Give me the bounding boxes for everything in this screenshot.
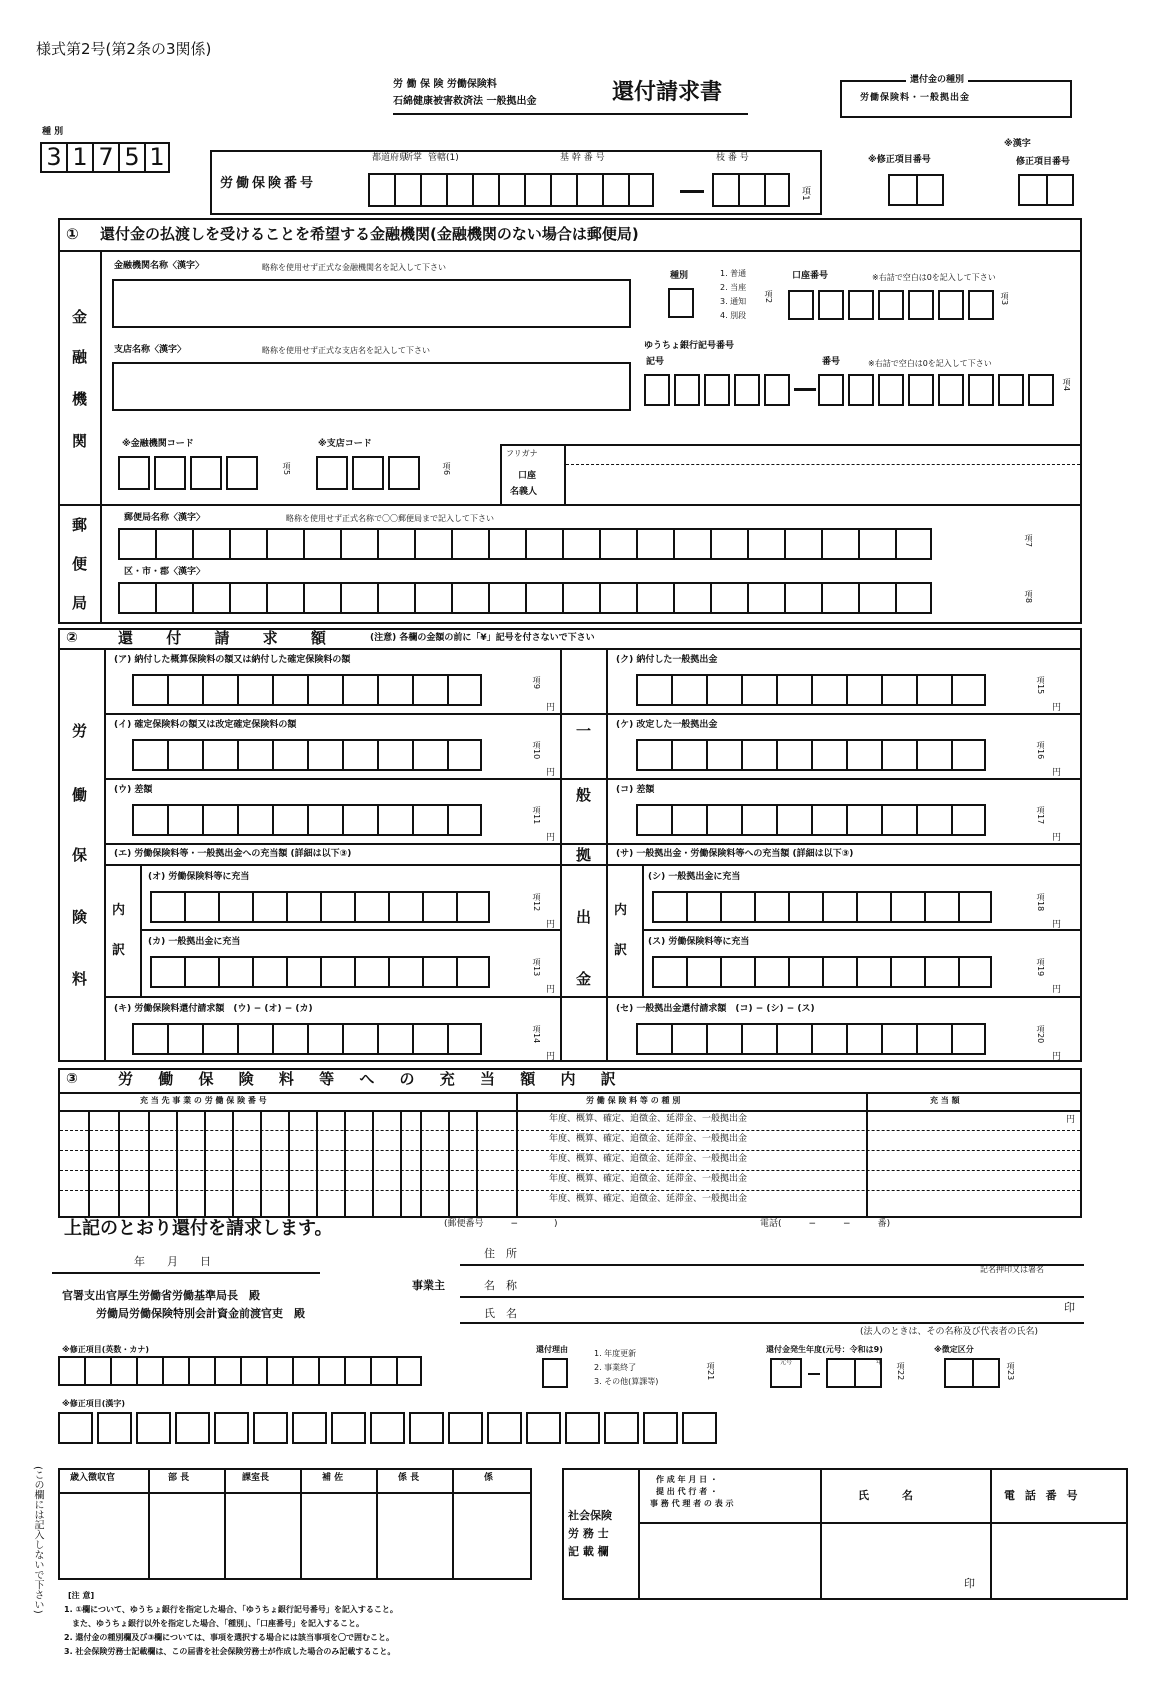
side-ki: 機 xyxy=(72,390,88,408)
side-ho: 保 xyxy=(72,846,88,864)
post-name-input[interactable] xyxy=(118,528,932,560)
note-3: 3. 社会保険労務士記載欄は、この届書を社会保険労務士が作成した場合のみ記載すること。 xyxy=(64,1647,396,1656)
yen-ke: 円 xyxy=(1052,768,1062,778)
side-kin2: 金 xyxy=(576,970,592,988)
bangou-note: ※右詰で空白は0を記入して下さい xyxy=(868,359,992,368)
item-16: 項16 xyxy=(1036,741,1045,760)
side-ken: 険 xyxy=(72,908,88,926)
side-kin: 金 xyxy=(72,308,88,326)
yucho-bangou-input[interactable] xyxy=(818,374,1058,406)
yen-a: 円 xyxy=(546,703,556,713)
type-3: 3. 通知 xyxy=(720,297,747,306)
branch-number-input[interactable] xyxy=(712,173,790,207)
item-7: 項7 xyxy=(1024,534,1033,548)
s3-yen: 円 xyxy=(1066,1115,1076,1125)
amount-a[interactable] xyxy=(132,674,482,706)
gengo-label: 元号 xyxy=(780,1359,793,1366)
reason-3: 3. その他(算課等) xyxy=(594,1377,659,1386)
yucho-kigou-input[interactable] xyxy=(644,374,794,406)
yen-se: 円 xyxy=(1052,1052,1062,1062)
kanji-correction-input[interactable] xyxy=(1018,174,1074,206)
kanji-correction-label: 修正項目番号 xyxy=(1016,157,1071,167)
note-1: 1. ①欄について、ゆうちょ銀行を指定した場合、「ゆうちょ銀行記号番号」を記入すること。 xyxy=(64,1605,398,1614)
s3-row-4-kind[interactable]: 年度、概算、確定、追徴金、延滞金、一般拠出金 xyxy=(549,1174,748,1184)
label-se: (セ) 一般拠出金還付請求額 (コ) − (シ) − (ス) xyxy=(616,1004,815,1014)
office-use-table xyxy=(58,1468,532,1580)
s3-row-2-kind[interactable]: 年度、概算、確定、追徴金、延滞金、一般拠出金 xyxy=(549,1134,748,1144)
item-12: 項12 xyxy=(532,893,541,912)
sharoushi-col1-1: 作 成 年 月 日 ・ xyxy=(656,1475,718,1484)
sharoushi-col2: 氏 名 xyxy=(858,1489,913,1502)
section-1-title: 還付金の払渡しを受けることを希望する金融機関(金融機関のない場合は郵便局) xyxy=(100,225,639,243)
item-20: 項20 xyxy=(1036,1025,1045,1044)
amount-o[interactable] xyxy=(150,891,490,923)
side-kyo: 拠 xyxy=(576,846,592,864)
yen-o: 円 xyxy=(546,920,556,930)
branch-name-label: 支店名称〈漢字〉 xyxy=(114,345,187,355)
item-11: 項11 xyxy=(532,806,541,825)
sub-kankatsu: 管轄(1) xyxy=(428,153,459,163)
label-ki: (キ) 労働保険料還付請求額 (ウ) − (オ) − (カ) xyxy=(114,1004,313,1014)
item-1: 項1 xyxy=(800,186,810,201)
label-ko: (コ) 差額 xyxy=(616,785,655,795)
sharoushi-label-3: 記 載 欄 xyxy=(568,1545,609,1558)
item-19: 項19 xyxy=(1036,958,1045,977)
sub-kikan: 基 幹 番 号 xyxy=(560,153,605,163)
label-su: (ス) 労働保険料等に充当 xyxy=(648,937,750,947)
reason-label: 還付理由 xyxy=(536,1345,568,1354)
label-i: (イ) 確定保険料の額又は改定確定保険料の額 xyxy=(114,720,297,730)
item-8: 項8 xyxy=(1024,590,1033,604)
bank-code-input[interactable] xyxy=(118,456,262,490)
office-col-1: 歳入徴収官 xyxy=(70,1473,116,1483)
type-2: 2. 当座 xyxy=(720,283,747,292)
seal-mark-1: 印 xyxy=(1064,1301,1075,1314)
label-o: (オ) 労働保険料等に充当 xyxy=(148,872,250,882)
amount-ki[interactable] xyxy=(132,1023,482,1055)
kubun-label: ※徴定区分 xyxy=(934,1345,974,1354)
furigana-label: フリガナ xyxy=(506,449,538,458)
side-bin: 便 xyxy=(72,555,88,573)
yen-ka: 円 xyxy=(546,985,556,995)
nen-label: 年 xyxy=(876,1359,883,1366)
label-ka: (カ) 一般拠出金に充当 xyxy=(148,937,241,947)
yen-shi: 円 xyxy=(1052,920,1062,930)
kigou-label: 記号 xyxy=(646,357,665,367)
note-2: 2. 還付金の種別欄及び③欄については、事項を選択する場合には該当事項を〇で囲むこと。 xyxy=(64,1633,394,1642)
item-2: 項2 xyxy=(764,290,773,304)
bank-name-label: 金融機関名称〈漢字〉 xyxy=(114,261,205,271)
side-ryou: 料 xyxy=(72,970,88,988)
yen-su: 円 xyxy=(1052,985,1062,995)
seal-mark-2: 印 xyxy=(964,1577,975,1590)
branch-name-note: 略称を使用せず正式な支店名を記入して下さい xyxy=(262,346,430,355)
account-type-input[interactable] xyxy=(668,288,694,318)
correction-kanji-label: ※修正項目(漢字) xyxy=(62,1399,126,1408)
label-ke: (ケ) 改定した一般拠出金 xyxy=(616,720,718,730)
date-field[interactable]: 年 月 日 xyxy=(134,1255,211,1268)
form-title: 還付請求書 xyxy=(612,80,723,105)
sharoushi-label-2: 労 務 士 xyxy=(568,1527,609,1540)
s3-row-5-kind[interactable]: 年度、概算、確定、追徴金、延滞金、一般拠出金 xyxy=(549,1194,748,1204)
label-sa: (サ) 一般拠出金・労働保険料等への充当額 (詳細は以下③) xyxy=(616,849,854,859)
item-14: 項14 xyxy=(532,1025,541,1044)
sharoushi-table xyxy=(562,1468,1128,1600)
address-label: 住 所 xyxy=(484,1247,517,1260)
sub-shosho: 所掌 xyxy=(404,153,423,163)
side-kan: 関 xyxy=(72,432,88,450)
side-yu: 融 xyxy=(72,348,88,366)
kubun-input[interactable] xyxy=(944,1358,1000,1388)
sharoushi-col1-3: 事 務 代 理 者 の 表 示 xyxy=(650,1499,734,1508)
label-ku: (ク) 納付した一般拠出金 xyxy=(616,655,718,665)
item-6: 項6 xyxy=(442,462,451,476)
label-shi: (シ) 一般拠出金に充当 xyxy=(648,872,741,882)
form-number: 様式第2号(第2条の3関係) xyxy=(36,40,212,58)
sharoushi-col3: 電 話 番 号 xyxy=(1004,1489,1081,1502)
side-han: 般 xyxy=(576,786,592,804)
claim-statement: 上記のとおり還付を請求します。 xyxy=(64,1218,333,1239)
label-u: (ウ) 差額 xyxy=(114,785,153,795)
s3-col-insurance: 充 当 先 事 業 の 労 働 保 険 番 号 xyxy=(140,1096,267,1105)
company-name-label: 名 称 xyxy=(484,1279,517,1292)
correction-item-input[interactable] xyxy=(888,174,944,206)
section-1-number: ① xyxy=(66,225,79,243)
type-1: 1. 普通 xyxy=(720,269,747,278)
amount-ku[interactable] xyxy=(636,674,986,706)
office-col-6: 係 xyxy=(484,1473,494,1483)
post-name-label: 郵便局名称〈漢字〉 xyxy=(124,513,206,523)
wake-right: 訳 xyxy=(614,943,628,958)
correction-item-label: ※修正項目番号 xyxy=(868,155,931,165)
section-2-number: ② xyxy=(66,630,78,646)
section-3-number: ③ xyxy=(66,1071,78,1087)
yen-u: 円 xyxy=(546,833,556,843)
fiscal-year-input[interactable] xyxy=(826,1358,882,1388)
side-ichi: 一 xyxy=(576,722,592,740)
notes-title: [注 意] xyxy=(68,1591,95,1600)
corp-note: (法人のときは、その名称及び代表者の氏名) xyxy=(860,1327,1039,1337)
side-yu2: 郵 xyxy=(72,516,88,534)
side-kyoku: 局 xyxy=(72,594,88,612)
office-col-3: 課室長 xyxy=(242,1473,270,1483)
label-e: (エ) 労働保険料等・一般拠出金への充当額 (詳細は以下③) xyxy=(114,849,352,859)
account-holder-box[interactable] xyxy=(500,444,1082,506)
insurance-number-input[interactable] xyxy=(368,173,654,207)
branch-name-input[interactable] xyxy=(112,362,631,411)
yucho-label: ゆうちょ銀行記号番号 xyxy=(644,341,735,351)
post-name-note: 略称を使用せず正式名称で〇〇郵便局まで記入して下さい xyxy=(286,514,494,523)
type-4: 4. 別段 xyxy=(720,311,747,320)
account-number-input[interactable] xyxy=(788,290,998,320)
section-2-note: (注意) 各欄の金額の前に「¥」記号を付さないで下さい xyxy=(370,633,595,643)
item-15: 項15 xyxy=(1036,676,1045,695)
branch-code-input[interactable] xyxy=(316,456,424,490)
kanji-label: ※漢字 xyxy=(1004,139,1031,149)
s3-col-kind: 労 働 保 険 料 等 の 種 別 xyxy=(586,1096,681,1105)
wake-left: 訳 xyxy=(112,943,126,958)
label-a: (ア) 納付した概算保険料の額又は納付した確定保険料の額 xyxy=(114,655,351,665)
amount-i[interactable] xyxy=(132,739,482,771)
seal-note: 記名押印又は署名 xyxy=(980,1265,1044,1274)
correction-kana-label: ※修正項目(英数・カナ) xyxy=(62,1345,150,1354)
s3-row-1-kind[interactable]: 年度、概算、確定、追徴金、延滞金、一般拠出金 xyxy=(549,1114,748,1124)
bangou-label: 番号 xyxy=(822,357,841,367)
official-2: 労働局労働保険特別会計資金前渡官吏 殿 xyxy=(96,1307,305,1320)
account-number-label: 口座番号 xyxy=(792,271,829,281)
yen-i: 円 xyxy=(546,768,556,778)
uchi-left: 内 xyxy=(112,903,126,918)
item-13: 項13 xyxy=(532,958,541,977)
item-22: 項22 xyxy=(896,1362,905,1381)
amount-ka[interactable] xyxy=(150,956,490,988)
correction-kanji-input[interactable] xyxy=(58,1412,721,1444)
refund-kind-value[interactable]: 労働保険料・一般拠出金 xyxy=(860,93,971,103)
branch-code-label: ※支店コード xyxy=(318,439,372,449)
item-4: 項4 xyxy=(1062,378,1071,392)
office-col-4: 補 佐 xyxy=(322,1473,344,1483)
sharoushi-label-1: 社会保険 xyxy=(568,1509,612,1522)
city-input[interactable] xyxy=(118,582,932,614)
section-2-title: 還 付 請 求 額 xyxy=(118,629,340,647)
year-label: 還付金発生年度(元号：令和は9) xyxy=(766,1345,883,1354)
phone-field[interactable]: 電話( − − 番) xyxy=(760,1219,891,1229)
bank-name-note: 略称を使用せず正式な金融機関名を記入して下さい xyxy=(262,263,446,272)
item-21: 項21 xyxy=(706,1362,715,1381)
city-label: 区・市・郡〈漢字〉 xyxy=(124,567,206,577)
side-rou: 労 xyxy=(72,722,88,740)
amount-ko[interactable] xyxy=(636,804,986,836)
representative-label: 氏 名 xyxy=(484,1307,517,1320)
law-label-2: 石綿健康被害救済法 一般拠出金 xyxy=(393,96,537,107)
office-use-note: (この欄には記入しないで下さい) xyxy=(32,1466,43,1614)
s3-row-3-kind[interactable]: 年度、概算、確定、追徴金、延滞金、一般拠出金 xyxy=(549,1154,748,1164)
s3-col-amount: 充 当 額 xyxy=(930,1096,960,1105)
office-col-2: 部 長 xyxy=(168,1473,190,1483)
section-3-title: 労 働 保 険 料 等 へ の 充 当 額 内 訳 xyxy=(118,1070,626,1088)
shubetsu-code: 3 1 7 5 1 xyxy=(40,142,170,173)
official-1: 官署支出官厚生労働省労働基準局長 殿 xyxy=(62,1289,260,1302)
yen-ki: 円 xyxy=(546,1052,556,1062)
item-9: 項9 xyxy=(532,676,541,690)
law-label-1: 労 働 保 険 労働保険料 xyxy=(393,79,497,90)
item-3: 項3 xyxy=(1000,292,1009,306)
item-17: 項17 xyxy=(1036,806,1045,825)
correction-kana-input[interactable] xyxy=(58,1356,422,1386)
item-18: 項18 xyxy=(1036,893,1045,912)
amount-su[interactable] xyxy=(652,956,992,988)
item-23: 項23 xyxy=(1006,1362,1015,1381)
amount-shi[interactable] xyxy=(652,891,992,923)
account-number-note: ※右詰で空白は0を記入して下さい xyxy=(872,273,996,282)
zip-field[interactable]: (郵便番号 − ) xyxy=(444,1219,558,1229)
bank-name-input[interactable] xyxy=(112,279,631,328)
refund-kind-label: 還付金の種別 xyxy=(906,76,968,85)
side-dou: 働 xyxy=(72,786,88,804)
amount-u[interactable] xyxy=(132,804,482,836)
amount-se[interactable] xyxy=(636,1023,986,1055)
sub-prefecture: 都道府県 xyxy=(372,153,409,163)
holder-label-2: 名義人 xyxy=(510,487,538,497)
reason-input[interactable] xyxy=(542,1358,568,1388)
insurance-number-label: 労働保険番号 xyxy=(220,176,317,191)
sharoushi-col1-2: 提 出 代 行 者 ・ xyxy=(656,1487,718,1496)
item-5: 項5 xyxy=(282,462,291,476)
item-10: 項10 xyxy=(532,741,541,760)
account-type-label: 種別 xyxy=(670,271,689,281)
shubetsu-label: 種 別 xyxy=(42,127,64,137)
office-col-5: 係 長 xyxy=(398,1473,420,1483)
note-1b: また、ゆうちょ銀行以外を指定した場合、「種別」、「口座番号」を記入すること。 xyxy=(64,1619,364,1628)
reason-2: 2. 事業終了 xyxy=(594,1363,637,1372)
amount-ke[interactable] xyxy=(636,739,986,771)
sub-eda: 枝 番 号 xyxy=(716,153,749,163)
holder-label-1: 口座 xyxy=(518,471,537,481)
yen-ku: 円 xyxy=(1052,703,1062,713)
yen-ko: 円 xyxy=(1052,833,1062,843)
employer-label: 事業主 xyxy=(412,1279,445,1292)
bank-code-label: ※金融機関コード xyxy=(122,439,194,449)
reason-1: 1. 年度更新 xyxy=(594,1349,637,1358)
side-shutsu: 出 xyxy=(576,908,592,926)
uchi-right: 内 xyxy=(614,903,628,918)
